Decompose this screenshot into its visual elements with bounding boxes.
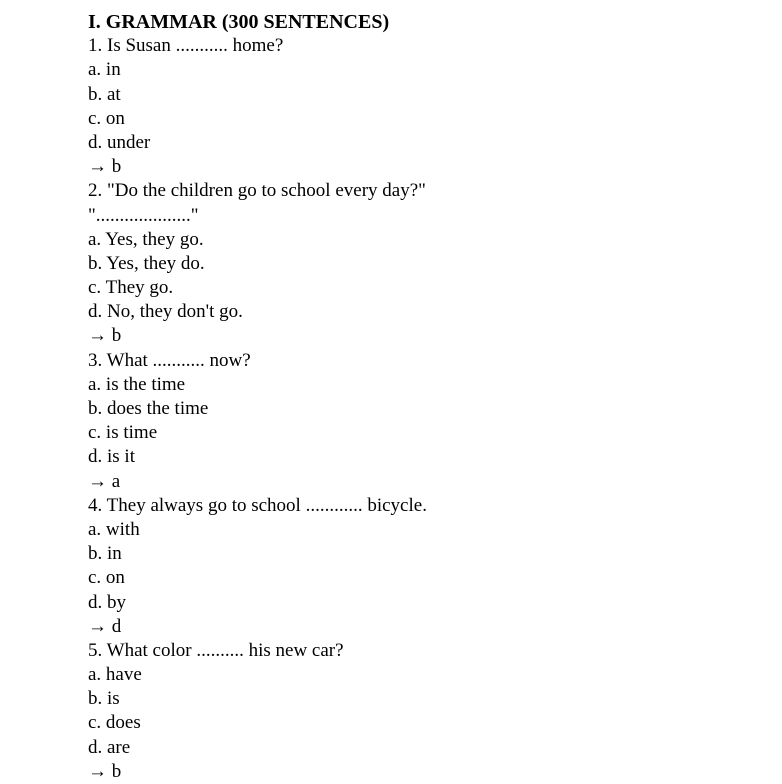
option-c: c. is time [88, 422, 158, 444]
option-a: a. Yes, they go. [88, 228, 204, 250]
option-d: d. by [88, 591, 126, 613]
question-text: 1. Is Susan ........... home? [88, 35, 284, 57]
option-b: b. does the time [88, 398, 209, 419]
option-d: d. is it [88, 446, 135, 468]
option-c: c. does [88, 712, 141, 734]
answer-key: → b [88, 760, 122, 782]
question-text: 2. "Do the children go to school every day?" [88, 180, 426, 202]
question-block [88, 349, 768, 494]
option-a: a. in [88, 59, 121, 81]
option-b: b. in [88, 543, 122, 565]
question-text: 4. They always go to school ............ bicycle. [88, 494, 427, 516]
option-b: b. is [88, 688, 120, 710]
answer-key: → a [88, 470, 121, 492]
option-b: b. at [88, 83, 121, 105]
answer-key: → b [88, 156, 122, 178]
question-block [88, 494, 768, 639]
option-c: c. They go. [88, 277, 174, 299]
answer-key: → d [88, 615, 122, 637]
question-blank-line: "...................." [88, 204, 199, 226]
option-c: c. on [88, 107, 125, 129]
question-block [88, 179, 768, 348]
option-d: d. are [88, 736, 131, 758]
option-a: a. is the time [88, 373, 186, 395]
document-page [88, 10, 768, 784]
option-b: b. Yes, they do. [88, 252, 205, 274]
question-text: 5. What color .......... his new car? [88, 639, 344, 661]
option-d: d. No, they don't go. [88, 301, 243, 323]
answer-key: → b [88, 325, 122, 347]
option-d: d. under [88, 131, 151, 153]
section-title: I. GRAMMAR (300 SENTENCES) [88, 11, 390, 33]
question-block [88, 34, 768, 179]
option-a: a. have [88, 664, 142, 686]
question-block [88, 639, 768, 784]
question-text: 3. What ........... now? [88, 349, 251, 371]
option-a: a. with [88, 518, 140, 540]
option-c: c. on [88, 567, 125, 589]
